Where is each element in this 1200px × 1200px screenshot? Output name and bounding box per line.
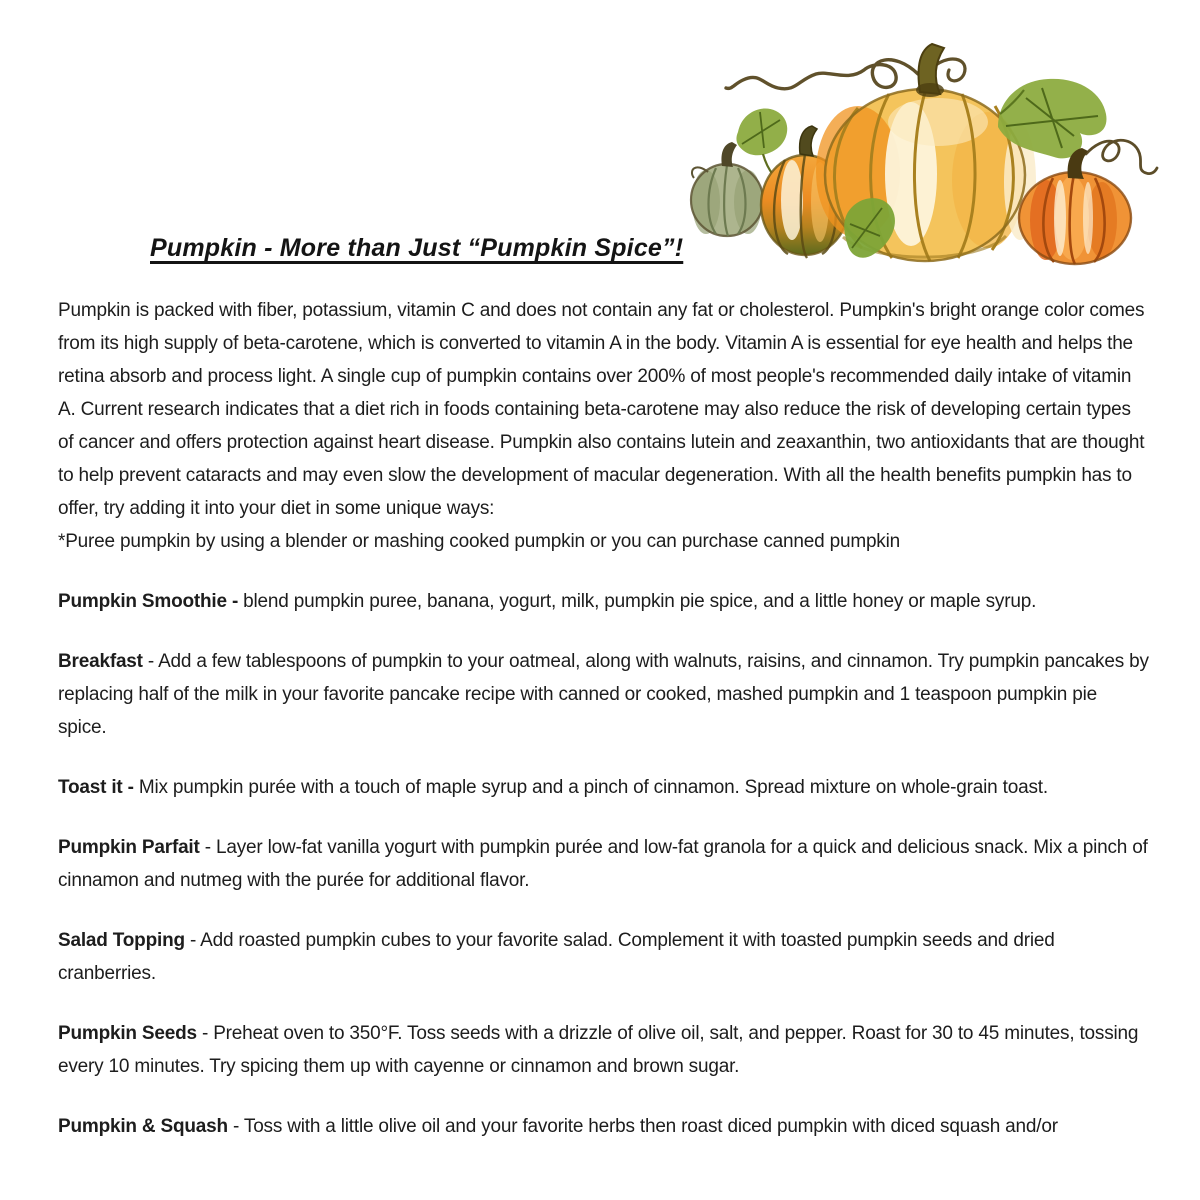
section-text: - Layer low-fat vanilla yogurt with pumpkin purée and low-fat granola for a quick and delicious snack. Mix a pinch of cinnamon and nutmeg with the purée for additional flavor.	[58, 837, 1148, 891]
page-title: Pumpkin - More than Just “Pumpkin Spice”!	[150, 234, 684, 262]
section-label: Salad Topping	[58, 930, 185, 951]
section-label: Pumpkin Parfait	[58, 837, 200, 858]
section-text: - Preheat oven to 350°F. Toss seeds with a drizzle of olive oil, salt, and pepper. Roast for 30 to 45 minutes, tossing every 10 minutes. Try spicing them up with cayenne or cinnamon and brown sugar.	[58, 1023, 1139, 1077]
section-toast-it	[58, 771, 1150, 804]
section-text: - Toss with a little olive oil and your favorite herbs then roast diced pumpkin with diced squash and/or	[233, 1116, 1058, 1137]
section-label: Pumpkin Smoothie -	[58, 591, 239, 612]
section-breakfast	[58, 645, 1150, 744]
section-pumpkin-squash	[58, 1110, 1150, 1143]
document-body	[0, 294, 1200, 1143]
section-pumpkin-smoothie	[58, 585, 1150, 618]
section-pumpkin-seeds	[58, 1017, 1150, 1083]
section-text: - Add roasted pumpkin cubes to your favorite salad. Complement it with toasted pumpkin seeds and dried cranberries.	[58, 930, 1055, 984]
section-label: Pumpkin & Squash	[58, 1116, 228, 1137]
section-salad-topping	[58, 924, 1150, 990]
puree-note: *Puree pumpkin by using a blender or mashing cooked pumpkin or you can purchase canned pumpkin	[58, 531, 900, 552]
section-text: - Add a few tablespoons of pumpkin to your oatmeal, along with walnuts, raisins, and cinnamon. Try pumpkin pancakes by replacing half of the milk in your favorite pancake recipe with canned or cooked, mashed pumpkin and 1 teaspoon pumpkin pie spice.	[58, 651, 1149, 738]
section-label: Breakfast	[58, 651, 143, 672]
section-text: blend pumpkin puree, banana, yogurt, milk, pumpkin pie spice, and a little honey or maple syrup.	[243, 591, 1037, 612]
intro-paragraph: Pumpkin is packed with fiber, potassium, vitamin C and does not contain any fat or cholesterol. Pumpkin's bright orange color comes from its high supply of beta-carotene, which is converted to vitamin A in the body. Vitamin A is essential for eye health and helps the retina absorb and process light. A single cup of pumpkin contains over 200% of most people's recommended daily intake of vitamin A. Current research indicates that a diet rich in foods containing beta-carotene may also reduce the risk of developing certain types of cancer and offers protection against heart disease. Pumpkin also contains lutein and zeaxanthin, two antioxidants that are thought to help prevent cataracts and may even slow the development of macular degeneration. With all the health benefits pumpkin has to offer, try adding it into your diet in some unique ways:	[58, 300, 1145, 519]
watercolor-pumpkins-illustration	[668, 32, 1160, 266]
section-text: Mix pumpkin purée with a touch of maple syrup and a pinch of cinnamon. Spread mixture on whole-grain toast.	[138, 777, 1048, 798]
right-pumpkin-icon	[1019, 140, 1157, 264]
section-label: Toast it -	[58, 777, 134, 798]
section-pumpkin-parfait	[58, 831, 1150, 897]
section-label: Pumpkin Seeds	[58, 1023, 197, 1044]
sage-pumpkin-icon	[691, 142, 763, 236]
